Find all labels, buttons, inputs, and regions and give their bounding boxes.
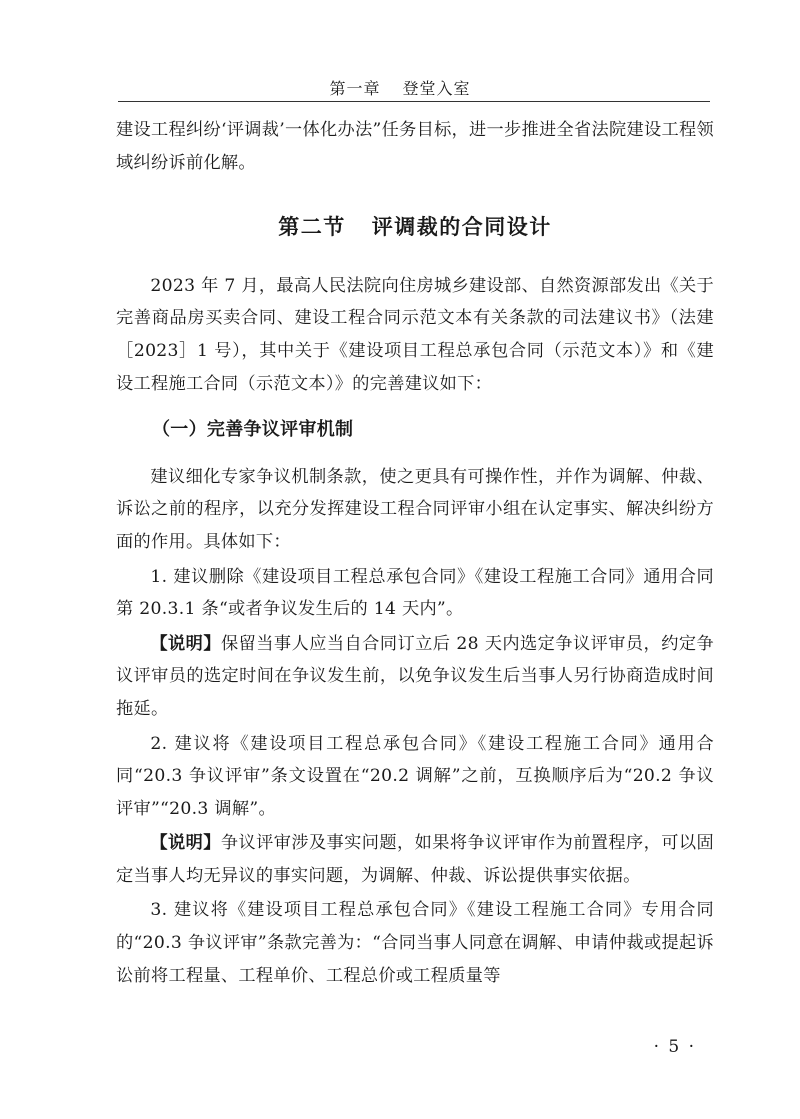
note-text: 保留当事人应当自合同订立后 28 天内选定争议评审员，约定争议评审员的选定时间在争议发生前，以免争议发生后当事人另行协商造成时间拖延。 [116,633,714,719]
header-rule [118,101,710,102]
note-label: 【说明】 [150,833,221,854]
paragraph-item-3: 3. 建议将《建设项目工程总承包合同》《建设工程施工合同》专用合同的“20.3 争议评审”条款完善为：“合同当事人同意在调解、申请仲裁或提起诉讼前将工程量、工程单价、工程总价或工程质量等 [116,900,714,986]
chapter-number: 第一章 [329,79,381,98]
paragraph-note-2 [116,827,714,892]
chapter-title: 登堂入室 [402,79,471,98]
page-number: · 5 · [653,1037,696,1057]
paragraph-note-1 [116,628,714,726]
paragraph-proposal: 建议细化专家争议机制条款，使之更具有可操作性，并作为调解、仲裁、诉讼之前的程序，以充分发挥建设工程合同评审小组在认定事实、解决纠纷方面的作用。具体如下： [116,466,714,552]
section-number: 第二节 [278,215,346,240]
paragraph-item-1: 1. 建议删除《建设项目工程总承包合同》《建设工程施工合同》通用合同第 20.3.1 条“或者争议发生后的 14 天内”。 [116,566,714,620]
paragraph-intro: 2023 年 7 月，最高人民法院向住房城乡建设部、自然资源部发出《关于完善商品房买卖合同、建设工程合同示范文本有关条款的司法建议书》（法建［2023］1 号），其中关于《建设项目工程总承包合同（示范文本）》和《建设工程施工合同（示范文本）》的完善建议如下： [116,275,714,394]
subsection-title: （一）完善争议评审机制 [152,419,354,441]
note-text: 争议评审涉及事实问题，如果将争议评审作为前置程序，可以固定当事人均无异议的事实问题，为调解、仲裁、诉讼提供事实依据。 [116,833,714,886]
running-header [0,76,800,99]
section-title [116,211,714,244]
paragraph-continuation: 建设工程纠纷‘评调裁’一体化办法”任务目标，进一步推进全省法院建设工程领域纠纷诉前化解。 [116,120,714,173]
note-label: 【说明】 [150,633,221,654]
page-body [116,114,714,992]
paragraph-item-2: 2. 建议将《建设项目工程总承包合同》《建设工程施工合同》通用合同“20.3 争议评审”条文设置在“20.2 调解”之前，互换顺序后为“20.2 争议评审”“20.3 调解”。 [116,733,714,819]
section-heading: 评调裁的合同设计 [371,215,552,240]
